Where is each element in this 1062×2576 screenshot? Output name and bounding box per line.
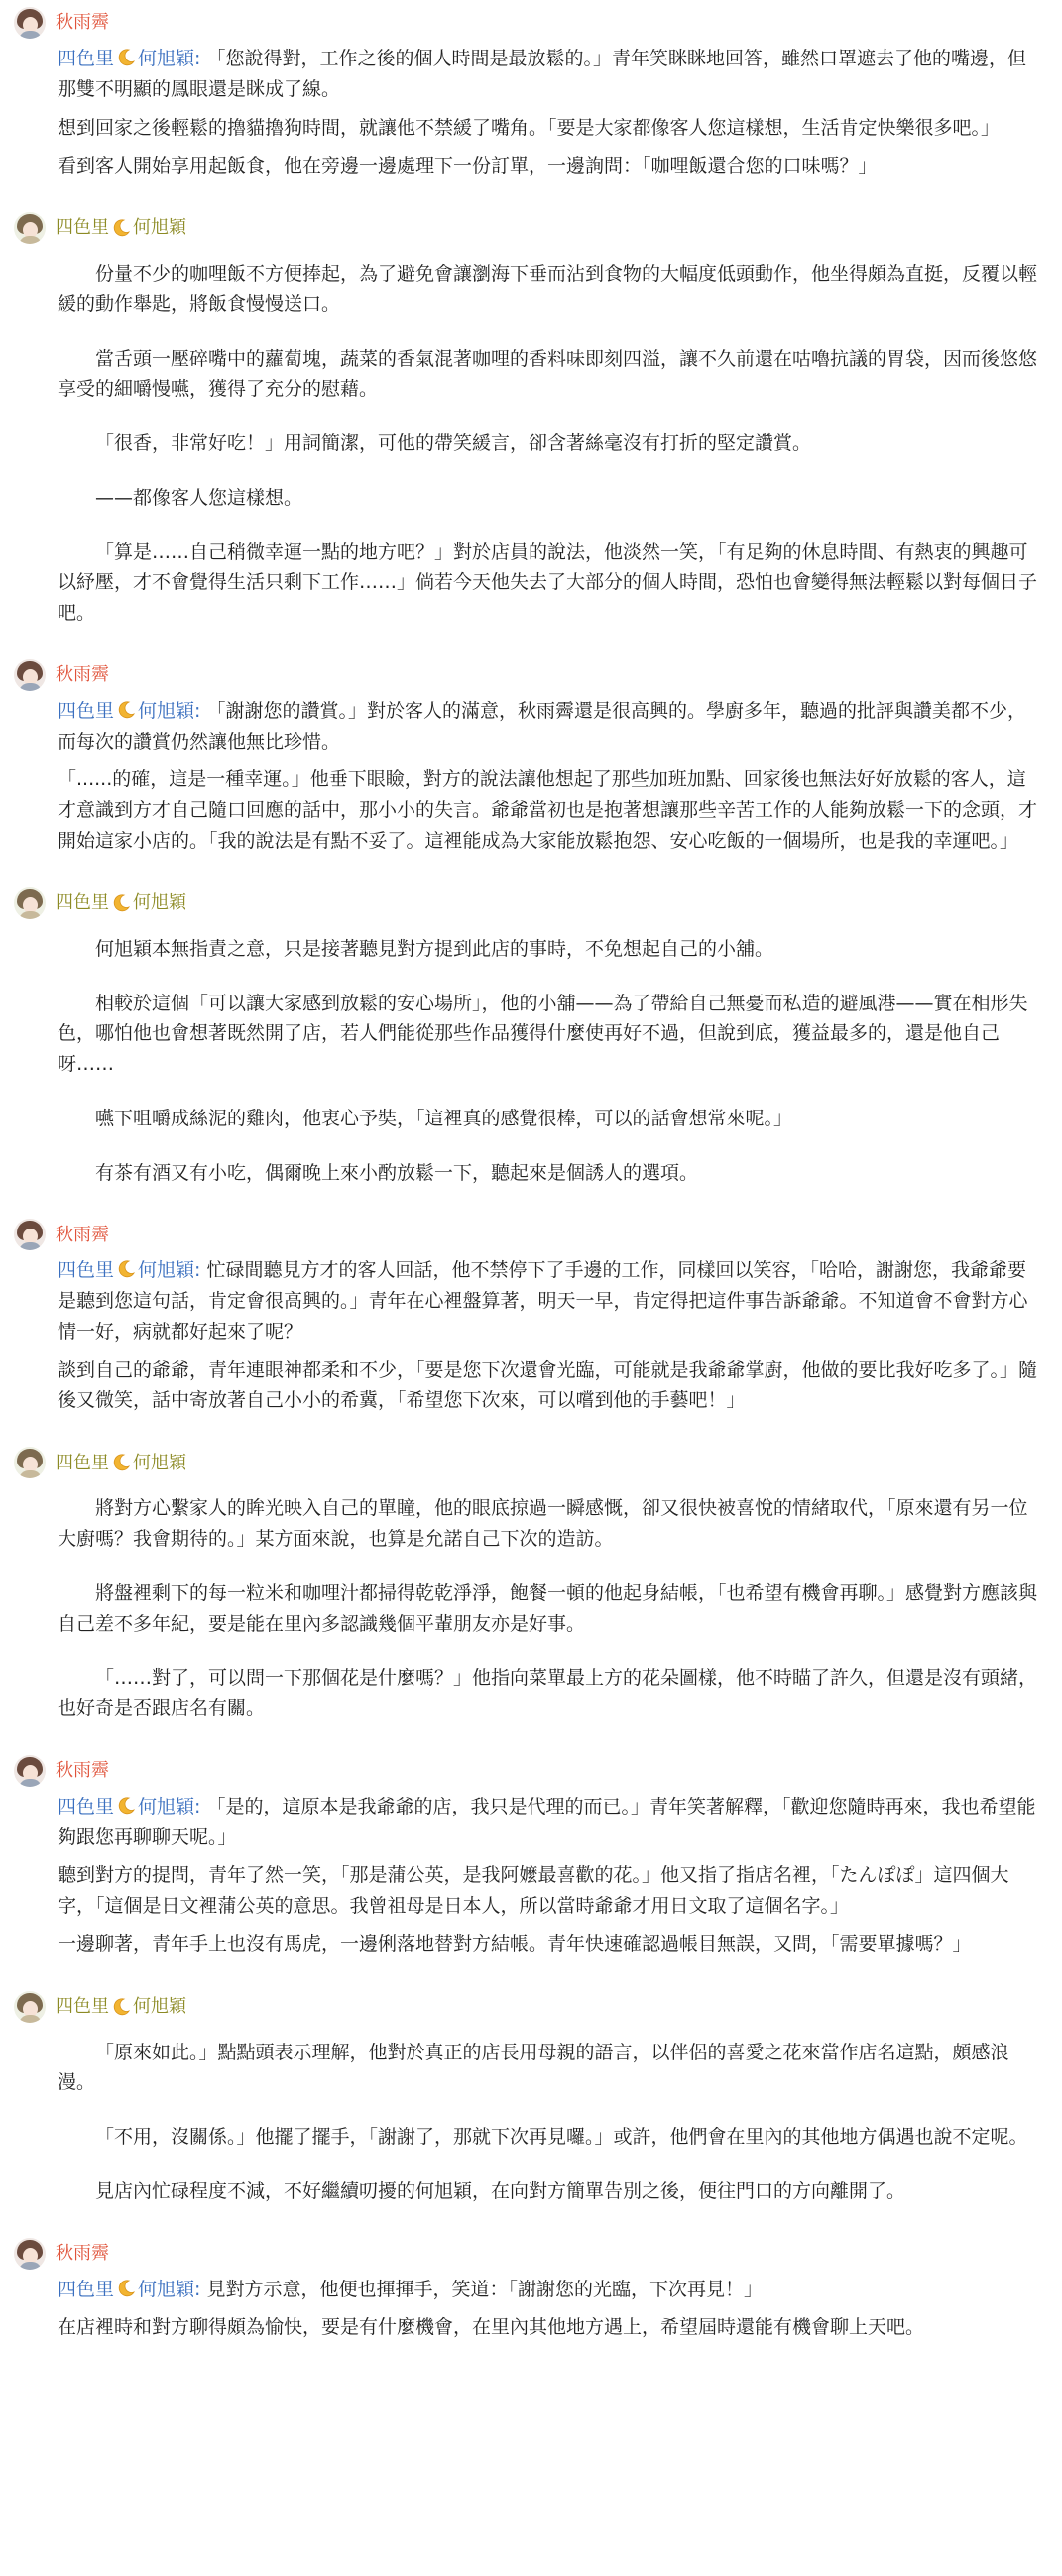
post-author[interactable]: 四色里 <box>56 217 109 239</box>
post-header <box>14 207 1044 249</box>
reply-mention-target[interactable]: 何旭穎: <box>138 699 201 722</box>
post-text: 「是的，這原本是我爺爺的店，我只是代理的而已。」青年笑著解釋，「歡迎您隨時再來，我也希望能夠跟您再聊聊天呢。」 <box>58 1795 1036 1848</box>
reply-mention-prefix[interactable]: 四色里 <box>58 1259 115 1282</box>
post-author[interactable]: 秋雨霽 <box>56 12 109 34</box>
post-paragraph: 當舌頭一壓碎嘴中的蘿蔔塊，蔬菜的香氣混著咖哩的香料味即刻四溢，讓不久前還在咕嚕抗議的胃袋，因而後悠悠享受的細嚼慢嚥，獲得了充分的慰藉。 <box>58 347 1038 401</box>
avatar[interactable] <box>14 2238 46 2270</box>
post-author-suffix[interactable]: 何旭穎 <box>133 1996 186 2018</box>
post-header <box>14 654 1044 696</box>
avatar[interactable] <box>14 1219 46 1250</box>
post-body <box>14 696 1044 857</box>
post-paragraph: 想到回家之後輕鬆的擼貓擼狗時間，就讓他不禁緩了嘴角。「要是大家都像客人您這樣想，生活肯定快樂很多吧。」 <box>58 116 1001 139</box>
avatar[interactable] <box>14 1447 46 1478</box>
post-body <box>14 2028 1044 2207</box>
crescent-moon-icon <box>111 893 131 913</box>
crescent-moon-icon <box>116 1259 136 1279</box>
post-paragraph: 相較於這個「可以讓大家感到放鬆的安心場所」，他的小舖——為了帶給自己無憂而私造的避風港——實在相形失色，哪怕他也會想著既然開了店，若人們能從那些作品獲得什麼使再好不過，但說到底，獲益最多的，還是他自己呀…… <box>58 992 1028 1076</box>
crescent-moon-icon <box>111 1997 131 2017</box>
reply-mention-target[interactable]: 何旭穎: <box>138 1259 201 1282</box>
avatar[interactable] <box>14 7 46 39</box>
post-header <box>14 882 1044 924</box>
post-paragraph: 看到客人開始享用起飯食，他在旁邊一邊處理下一份訂單，一邊詢問：「咖哩飯還合您的口味嗎？」 <box>58 155 878 177</box>
post-header <box>14 2233 1044 2275</box>
post-body <box>14 1255 1044 1416</box>
post-item <box>14 654 1044 857</box>
post-header <box>14 1442 1044 1483</box>
post-author-suffix[interactable]: 何旭穎 <box>133 1452 186 1473</box>
post-paragraph: 「算是……自己稍微幸運一點的地方吧？」對於店員的說法，他淡然一笑，「有足夠的休息時間、有熱衷的興趣可以紓壓，才不會覺得生活只剩下工作……」倘若今天他失去了大部分的個人時間，恐怕也會變得無法輕鬆以對每個日子吧。 <box>58 540 1038 625</box>
post-paragraph: 談到自己的爺爺，青年連眼神都柔和不少，「要是您下次還會光臨，可能就是我爺爺掌廚，他做的要比我好吃多了。」隨後又微笑，話中寄放著自己小小的希冀，「希望您下次來，可以嚐到他的手藝吧！」 <box>58 1358 1038 1412</box>
crescent-moon-icon <box>116 2279 136 2298</box>
post-author[interactable]: 秋雨霽 <box>56 664 109 686</box>
post-paragraph <box>58 44 1044 105</box>
reply-mention-prefix[interactable]: 四色里 <box>58 1795 115 1817</box>
post-author[interactable]: 四色里 <box>56 1996 109 2018</box>
post-item <box>14 882 1044 1189</box>
post-paragraph <box>58 1255 1044 1347</box>
avatar[interactable] <box>14 659 46 691</box>
post-body <box>14 44 1044 181</box>
post-paragraph: 見店內忙碌程度不減，不好繼續叨擾的何旭穎，在向對方簡單告別之後，便往門口的方向離開了。 <box>95 2179 906 2202</box>
post-author[interactable]: 秋雨霽 <box>56 2243 109 2265</box>
avatar[interactable] <box>14 212 46 244</box>
post-header <box>14 1750 1044 1792</box>
post-item <box>14 2233 1044 2344</box>
post-paragraph: 將盤裡剩下的每一粒米和咖哩汁都掃得乾乾淨淨，飽餐一頓的他起身結帳，「也希望有機會再聊。」感覺對方應該與自己差不多年紀，要是能在里內多認識幾個平輩朋友亦是好事。 <box>58 1581 1038 1635</box>
post-paragraph: ——都像客人您這樣想。 <box>95 486 303 509</box>
post-paragraph <box>58 696 1044 758</box>
post-paragraph <box>58 2275 1044 2305</box>
post-paragraph: 何旭穎本無指責之意，只是接著聽見對方提到此店的事時，不免想起自己的小舖。 <box>95 937 774 960</box>
crescent-moon-icon <box>111 218 131 238</box>
post-author[interactable]: 秋雨霽 <box>56 1224 109 1245</box>
post-item <box>14 2 1044 181</box>
post-text: 見對方示意，他便也揮揮手，笑道：「謝謝您的光臨，下次再見！」 <box>206 2278 763 2300</box>
post-body <box>14 1792 1044 1960</box>
crescent-moon-icon <box>116 1796 136 1815</box>
post-author[interactable]: 秋雨霽 <box>56 1760 109 1782</box>
avatar[interactable] <box>14 887 46 919</box>
post-author-suffix[interactable]: 何旭穎 <box>133 892 186 914</box>
post-paragraph: 將對方心繫家人的眸光映入自己的單瞳，他的眼底掠過一瞬感慨，卻又很快被喜悅的情緒取代，「原來還有另一位大廚嗎？我會期待的。」某方面來說，也算是允諾自己下次的造訪。 <box>58 1497 1028 1550</box>
crescent-moon-icon <box>116 48 136 67</box>
post-paragraph <box>58 1792 1044 1853</box>
post-text: 「您說得對，工作之後的個人時間是最放鬆的。」青年笑眯眯地回答，雖然口罩遮去了他的嘴邊，但那雙不明顯的鳳眼還是眯成了線。 <box>58 48 1026 100</box>
post-item <box>14 1986 1044 2207</box>
post-paragraph: 「……對了，可以問一下那個花是什麼嗎？」他指向菜單最上方的花朵圖樣，他不時瞄了許久，但還是沒有頭緒，也好奇是否跟店名有關。 <box>58 1667 1038 1720</box>
post-item <box>14 1442 1044 1724</box>
reply-mention-prefix[interactable]: 四色里 <box>58 48 115 69</box>
post-paragraph: 「......的確，這是一種幸運。」他垂下眼瞼，對方的說法讓他想起了那些加班加點、回家後也無法好好放鬆的客人，這才意識到方才自己隨口回應的話中，那小小的失言。爺爺當初也是抱著想讓那些辛苦工作的人能夠放鬆一下的念頭，才開始這家小店的。「我的說法是有點不妥了。這裡能成為大家能放鬆抱怨、安心吃飯的一個場所，也是我的幸運吧。」 <box>58 768 1038 853</box>
post-text: 忙碌間聽見方才的客人回話，他不禁停下了手邊的工作，同樣回以笑容，「哈哈，謝謝您，我爺爺要是聽到您這句話，肯定會很高興的。」青年在心裡盤算著，明天一早，肯定得把這件事告訴爺爺。不知道會不會對方心情一好，病就都好起來了呢？ <box>58 1259 1028 1343</box>
post-header <box>14 1986 1044 2028</box>
post-author[interactable]: 四色里 <box>56 892 109 914</box>
post-author[interactable]: 四色里 <box>56 1452 109 1473</box>
post-paragraph: 「原來如此。」點點頭表示理解，他對於真正的店長用母親的語言，以伴侶的喜愛之花來當作店名這點，頗感浪漫。 <box>58 2041 1009 2094</box>
reply-mention-prefix[interactable]: 四色里 <box>58 2278 115 2300</box>
reply-mention-target[interactable]: 何旭穎: <box>138 2278 201 2300</box>
post-author-suffix[interactable]: 何旭穎 <box>133 217 186 239</box>
avatar[interactable] <box>14 1755 46 1787</box>
post-item <box>14 1214 1044 1416</box>
post-item <box>14 207 1044 629</box>
post-paragraph: 一邊聊著，青年手上也沒有馬虎，一邊俐落地替對方結帳。青年快速確認過帳目無誤，又問，「需要單據嗎？」 <box>58 1932 972 1955</box>
post-paragraph: 「不用，沒關係。」他擺了擺手，「謝謝了，那就下次再見囉。」或許，他們會在里內的其他地方偶遇也說不定呢。 <box>95 2126 1028 2149</box>
post-text: 「謝謝您的讚賞。」對於客人的滿意，秋雨霽還是很高興的。學廚多年，聽過的批評與讚美都不少，而每次的讚賞仍然讓他無比珍惜。 <box>58 699 1026 753</box>
post-paragraph: 份量不少的咖哩飯不方便捧起，為了避免會讓瀏海下垂而沾到食物的大幅度低頭動作，他坐得頗為直挺，反覆以輕緩的動作舉匙，將飯食慢慢送口。 <box>58 263 1038 315</box>
post-body <box>14 2275 1044 2344</box>
post-paragraph: 有茶有酒又有小吃，偶爾晚上來小酌放鬆一下，聽起來是個誘人的選項。 <box>95 1161 699 1184</box>
post-header <box>14 1214 1044 1255</box>
post-body <box>14 1483 1044 1724</box>
reply-mention-prefix[interactable]: 四色里 <box>58 699 115 722</box>
reply-mention-target[interactable]: 何旭穎: <box>138 48 201 69</box>
crescent-moon-icon <box>111 1453 131 1472</box>
post-paragraph: 嚥下咀嚼成絲泥的雞肉，他衷心予奘，「這裡真的感覺很棒，可以的話會想常來呢。」 <box>95 1107 793 1129</box>
avatar[interactable] <box>14 1991 46 2023</box>
post-paragraph: 聽到對方的提問，青年了然一笑，「那是蒲公英，是我阿嬤最喜歡的花。」他又指了指店名裡，「たんぽぽ」這四個大字，「這個是日文裡蒲公英的意思。我曾祖母是日本人，所以當時爺爺才用日文取了這個名字。」 <box>58 1864 1009 1918</box>
post-body <box>14 924 1044 1189</box>
post-header <box>14 2 1044 44</box>
post-paragraph: 在店裡時和對方聊得頗為愉快，要是有什麼機會，在里內其他地方遇上，希望屆時還能有機會聊上天吧。 <box>58 2316 925 2339</box>
post-item <box>14 1750 1044 1960</box>
post-paragraph: 「很香，非常好吃！」用詞簡潔，可他的帶笑緩言，卻含著絲毫沒有打折的堅定讚賞。 <box>95 432 812 455</box>
crescent-moon-icon <box>116 700 136 720</box>
post-body <box>14 249 1044 629</box>
reply-mention-target[interactable]: 何旭穎: <box>138 1795 201 1817</box>
